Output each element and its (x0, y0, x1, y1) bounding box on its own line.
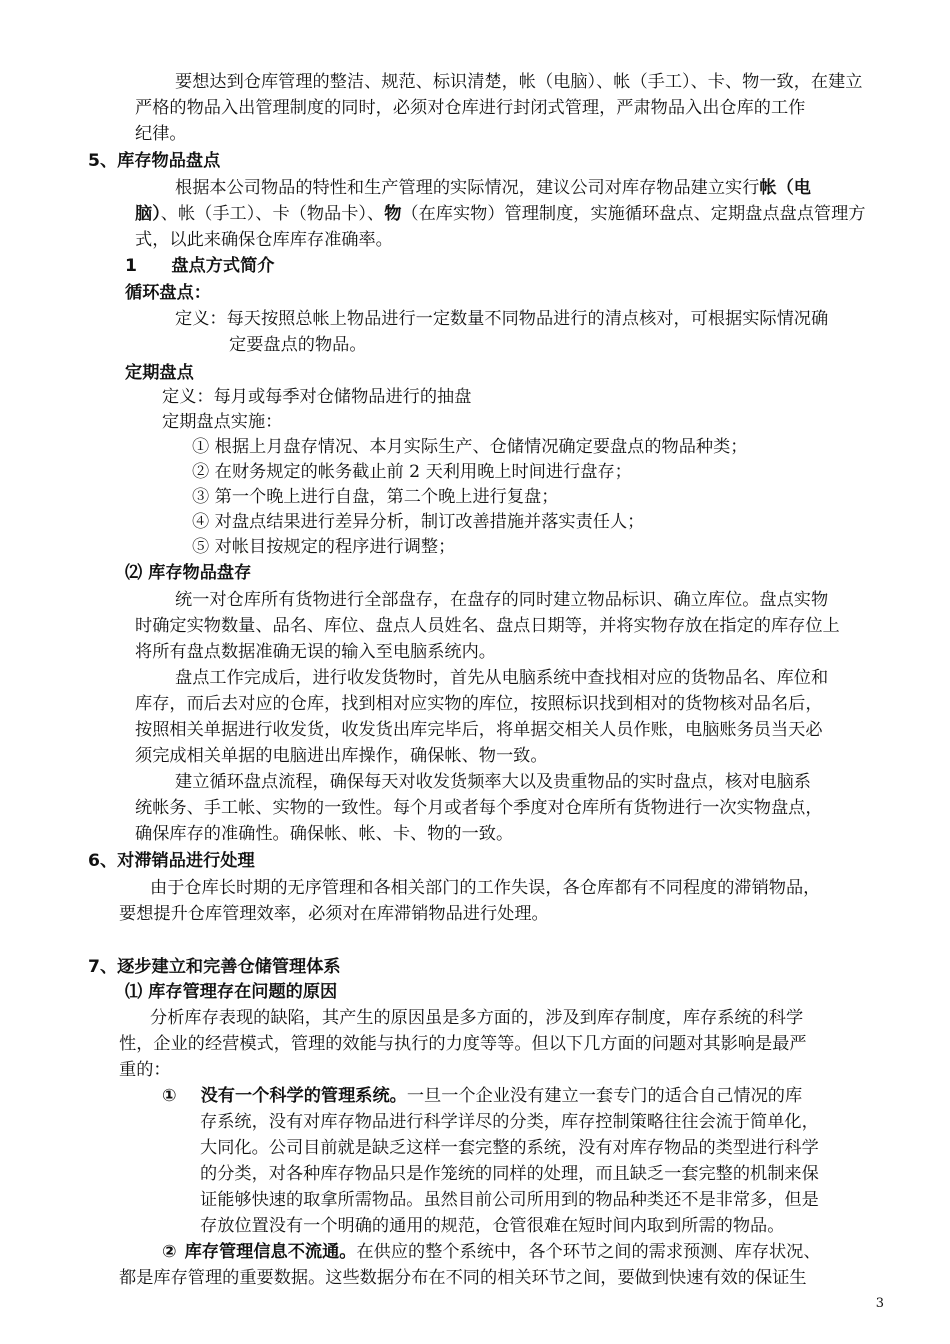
s7-para-line-3: 重的： (119, 1060, 171, 1080)
problem-1-line-6: 存放位置没有一个明确的通用的规范，仓管很难在短时间内取到所需的物品。 (200, 1216, 785, 1236)
periodic-step-3: ③ 第一个晚上进行自盘，第二个晚上进行复盘； (192, 487, 559, 507)
problem-1-title: 没有一个科学的管理系统。 (200, 1086, 407, 1106)
stocktake-para2-line-2: 库存，而后去对应的仓库，找到相对应实物的库位，按照标识找到相对的货物核对品名后， (135, 694, 823, 714)
s6-para-line-1: 由于仓库长时期的无序管理和各相关部门的工作失误，各仓库都有不同程度的滞销物品， (150, 878, 821, 898)
stocktake-para3-line-3: 确保库存的准确性。确保帐、帐、卡、物的一致。 (135, 824, 514, 844)
page-number: 3 (875, 1296, 884, 1311)
periodic-step-1: ① 根据上月盘存情况、本月实际生产、仓储情况确定要盘点的物品种类； (192, 437, 748, 457)
stocktake-para2-line-1: 盘点工作完成后，进行收发货物时，首先从电脑系统中查找相对应的货物品名、库位和 (175, 668, 829, 688)
problem-1-line-4: 的分类，对各种库存物品只是作笼统的同样的处理，而且缺乏一套完整的机制来保 (200, 1164, 819, 1184)
s6-para-line-2: 要想提升仓库管理效率，必须对在库滞销物品进行处理。 (119, 904, 549, 924)
intro-line-2: 严格的物品入出管理制度的同时，必须对仓库进行封闭式管理，严肃物品入出仓库的工作 (135, 98, 806, 118)
stocktake-para1-line-1: 统一对仓库所有货物进行全部盘存，在盘存的同时建立物品标识、确立库位。盘点实物 (175, 590, 829, 610)
text-run: 一旦一个企业没有建立一套专门的适合自己情况的库 (406, 1086, 803, 1106)
periodic-count-heading: 定期盘点 (125, 363, 194, 383)
problem-2-number: ② (162, 1242, 177, 1262)
text-run: 在供应的整个系统中，各个环节之间的需求预测、库存状况、 (356, 1242, 821, 1262)
stocktake-para3-line-1: 建立循环盘点流程，确保每天对收发货频率大以及贵重物品的实时盘点，核对电脑系 (175, 772, 811, 792)
cycle-count-heading: 循环盘点： (125, 283, 211, 303)
s7-para-line-2: 性，企业的经营模式，管理的效能与执行的力度等等。但以下几方面的问题对其影响是最严 (119, 1034, 807, 1054)
periodic-count-impl: 定期盘点实施： (162, 412, 283, 432)
periodic-step-4: ④ 对盘点结果进行差异分析，制订改善措施并落实责任人； (192, 512, 645, 532)
problem-1-line-1 (162, 1084, 802, 1108)
stocktake-para2-line-3: 按照相关单据进行收发货，收发货出库完毕后，将单据交相关人员作账，电脑账务员当天必 (135, 720, 823, 740)
bold-run: 脑） (135, 204, 161, 224)
cycle-count-def-line-1: 定义：每天按照总帐上物品进行一定数量不同物品进行的清点核对，可根据实际情况确 (175, 309, 829, 329)
periodic-step-2: ② 在财务规定的帐务截止前 2 天利用晚上时间进行盘存； (192, 462, 632, 482)
stocktake-para2-line-4: 须完成相关单据的电脑进出库操作，确保帐、物一致。 (135, 746, 548, 766)
problem-1-line-2: 存系统，没有对库存物品进行科学详尽的分类，库存控制策略往往会流于简单化， (200, 1112, 819, 1132)
bold-run: 物 (384, 204, 402, 224)
intro-line-1: 要想达到仓库管理的整洁、规范、标识清楚，帐（电脑）、帐（手工）、卡、物一致，在建立 (175, 72, 863, 92)
s5-para1-line-3: 式，以此来确保仓库库存准确率。 (135, 230, 393, 250)
stocktake-para1-line-2: 时确定实物数量、品名、库位、盘点人员姓名、盘点日期等，并将实物存放在指定的库存位上 (135, 616, 840, 636)
s5-para1-line-1 (175, 176, 811, 200)
section-7-heading: 7、逐步建立和完善仓储管理体系 (88, 957, 341, 977)
subheading-method-intro: 1 盘点方式简介 (125, 256, 275, 276)
text-run: 根据本公司物品的特性和生产管理的实际情况，建议公司对库存物品建立实行 (175, 178, 760, 198)
s7-para-line-1: 分析库存表现的缺陷，其产生的原因虽是多方面的，涉及到库存制度，库存系统的科学 (150, 1008, 804, 1028)
intro-line-3: 纪律。 (135, 124, 187, 144)
s5-para1-line-2 (135, 202, 866, 226)
cycle-count-def-line-2: 定要盘点的物品。 (229, 335, 367, 355)
periodic-step-5: ⑤ 对帐目按规定的程序进行调整； (192, 537, 456, 557)
stocktake-para3-line-2: 统帐务、手工帐、实物的一致性。每个月或者每个季度对仓库所有货物进行一次实物盘点， (135, 798, 823, 818)
section-5-heading: 5、库存物品盘点 (88, 151, 221, 171)
problem-2-line-1 (162, 1240, 821, 1264)
section-6-heading: 6、对滞销品进行处理 (88, 851, 255, 871)
problem-2-title: 库存管理信息不流通。 (184, 1242, 357, 1262)
problem-2-line-2: 都是库存管理的重要数据。这些数据分布在不同的相关环节之间，要做到快速有效的保证生 (119, 1268, 807, 1288)
problem-1-line-5: 证能够快速的取拿所需物品。虽然目前公司所用到的物品种类还不是非常多，但是 (200, 1190, 819, 1210)
subheading-inventory-stocktake: ⑵ 库存物品盘存 (125, 563, 252, 583)
subheading-inventory-problems: ⑴ 库存管理存在问题的原因 (125, 982, 338, 1002)
problem-1-line-3: 大同化。公司目前就是缺乏这样一套完整的系统，没有对库存物品的类型进行科学 (200, 1138, 819, 1158)
bold-run: 帐（电 (759, 178, 811, 198)
text-run: 、帐（手工）、卡（物品卡）、 (160, 204, 385, 224)
periodic-count-def: 定义：每月或每季对仓储物品进行的抽盘 (162, 387, 472, 407)
stocktake-para1-line-3: 将所有盘点数据准确无误的输入至电脑系统内。 (135, 642, 496, 662)
problem-1-number: ① (162, 1086, 177, 1106)
text-run: （在库实物）管理制度，实施循环盘点、定期盘点盘点管理方 (401, 204, 866, 224)
